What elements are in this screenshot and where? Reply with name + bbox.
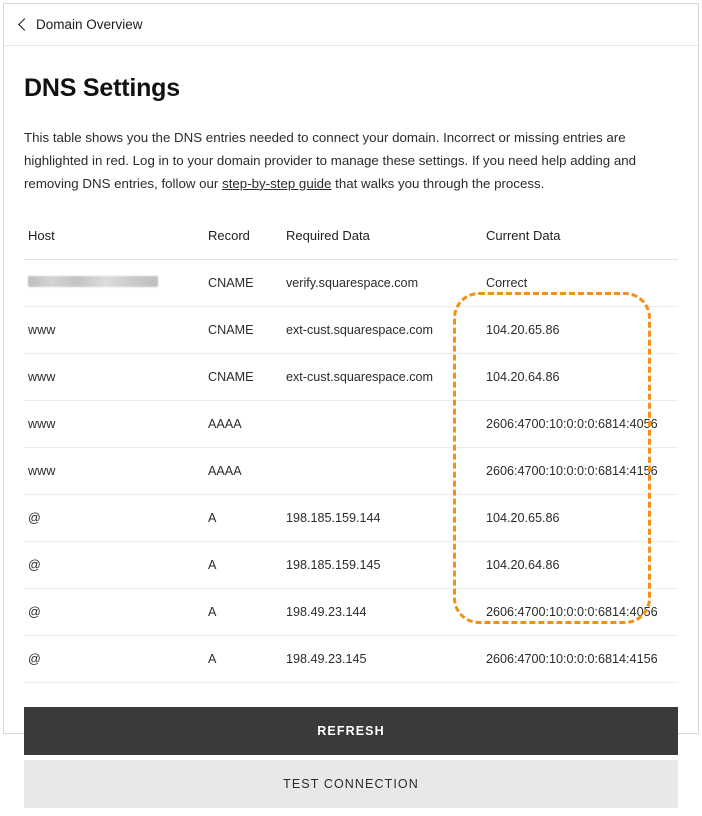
cell-host: @	[24, 494, 204, 541]
column-header-current-data: Current Data	[482, 218, 678, 260]
cell-record-type: AAAA	[204, 447, 282, 494]
cell-required-data: ext-cust.squarespace.com	[282, 306, 482, 353]
cell-record-type: AAAA	[204, 400, 282, 447]
cell-current-data: 2606:4700:10:0:0:0:6814:4156	[482, 635, 678, 682]
table-row	[24, 588, 678, 635]
cell-required-data: ext-cust.squarespace.com	[282, 353, 482, 400]
cell-host: @	[24, 541, 204, 588]
cell-current-data: 2606:4700:10:0:0:0:6814:4056	[482, 588, 678, 635]
intro-text-before: This table shows you the DNS entries needed to connect your domain. Incorrect or missing entries are highlighted in red. Log in to your domain provider to manage these settings. If you need help adding and removing DNS entries, follow our	[24, 130, 637, 191]
table-row	[24, 400, 678, 447]
column-header-required-data: Required Data	[282, 218, 482, 260]
cell-record-type: CNAME	[204, 259, 282, 306]
cell-required-data: 198.49.23.144	[282, 588, 482, 635]
cell-current-data: 104.20.65.86	[482, 306, 678, 353]
table-row	[24, 494, 678, 541]
cell-record-type: CNAME	[204, 306, 282, 353]
cell-required-data: 198.185.159.144	[282, 494, 482, 541]
table-row	[24, 306, 678, 353]
cell-current-data: 104.20.65.86	[482, 494, 678, 541]
back-to-domain-overview-link[interactable]	[20, 17, 143, 32]
refresh-button[interactable]: REFRESH	[24, 707, 678, 755]
page-content	[4, 46, 698, 816]
cell-host: www	[24, 447, 204, 494]
cell-required-data: 198.49.23.145	[282, 635, 482, 682]
cell-record-type: A	[204, 541, 282, 588]
cell-host	[24, 259, 204, 306]
page-title: DNS Settings	[24, 74, 180, 102]
column-header-record: Record	[204, 218, 282, 260]
cell-required-data: verify.squarespace.com	[282, 259, 482, 306]
top-bar	[4, 4, 698, 46]
cell-host: www	[24, 353, 204, 400]
dns-settings-panel	[3, 3, 699, 791]
table-header-row	[24, 218, 678, 260]
bottom-spacer	[24, 808, 678, 816]
cell-record-type: A	[204, 494, 282, 541]
back-link-label: Domain Overview	[36, 17, 143, 32]
dns-records-table	[24, 218, 678, 683]
chevron-left-icon	[18, 18, 31, 31]
table-row	[24, 447, 678, 494]
column-header-host: Host	[24, 218, 204, 260]
cell-current-data: Correct	[482, 259, 678, 306]
table-row	[24, 541, 678, 588]
cell-required-data: 198.185.159.145	[282, 541, 482, 588]
step-by-step-guide-link[interactable]: step-by-step guide	[222, 175, 332, 191]
cell-current-data: 104.20.64.86	[482, 353, 678, 400]
cell-current-data: 104.20.64.86	[482, 541, 678, 588]
cell-record-type: A	[204, 588, 282, 635]
cell-record-type: A	[204, 635, 282, 682]
test-connection-button[interactable]: TEST CONNECTION	[24, 760, 678, 808]
cell-required-data	[282, 400, 482, 447]
table-row	[24, 635, 678, 682]
cell-current-data: 2606:4700:10:0:0:0:6814:4156	[482, 447, 678, 494]
intro-paragraph	[24, 127, 678, 196]
cell-host: www	[24, 400, 204, 447]
cell-host: www	[24, 306, 204, 353]
table-row	[24, 259, 678, 306]
cell-record-type: CNAME	[204, 353, 282, 400]
cell-host: @	[24, 635, 204, 682]
intro-text-after: that walks you through the process.	[331, 175, 545, 191]
table-body	[24, 259, 678, 682]
table-row	[24, 353, 678, 400]
redacted-host-bar	[28, 276, 158, 287]
cell-host: @	[24, 588, 204, 635]
table-head	[24, 218, 678, 260]
cell-required-data	[282, 447, 482, 494]
cell-current-data: 2606:4700:10:0:0:0:6814:4056	[482, 400, 678, 447]
